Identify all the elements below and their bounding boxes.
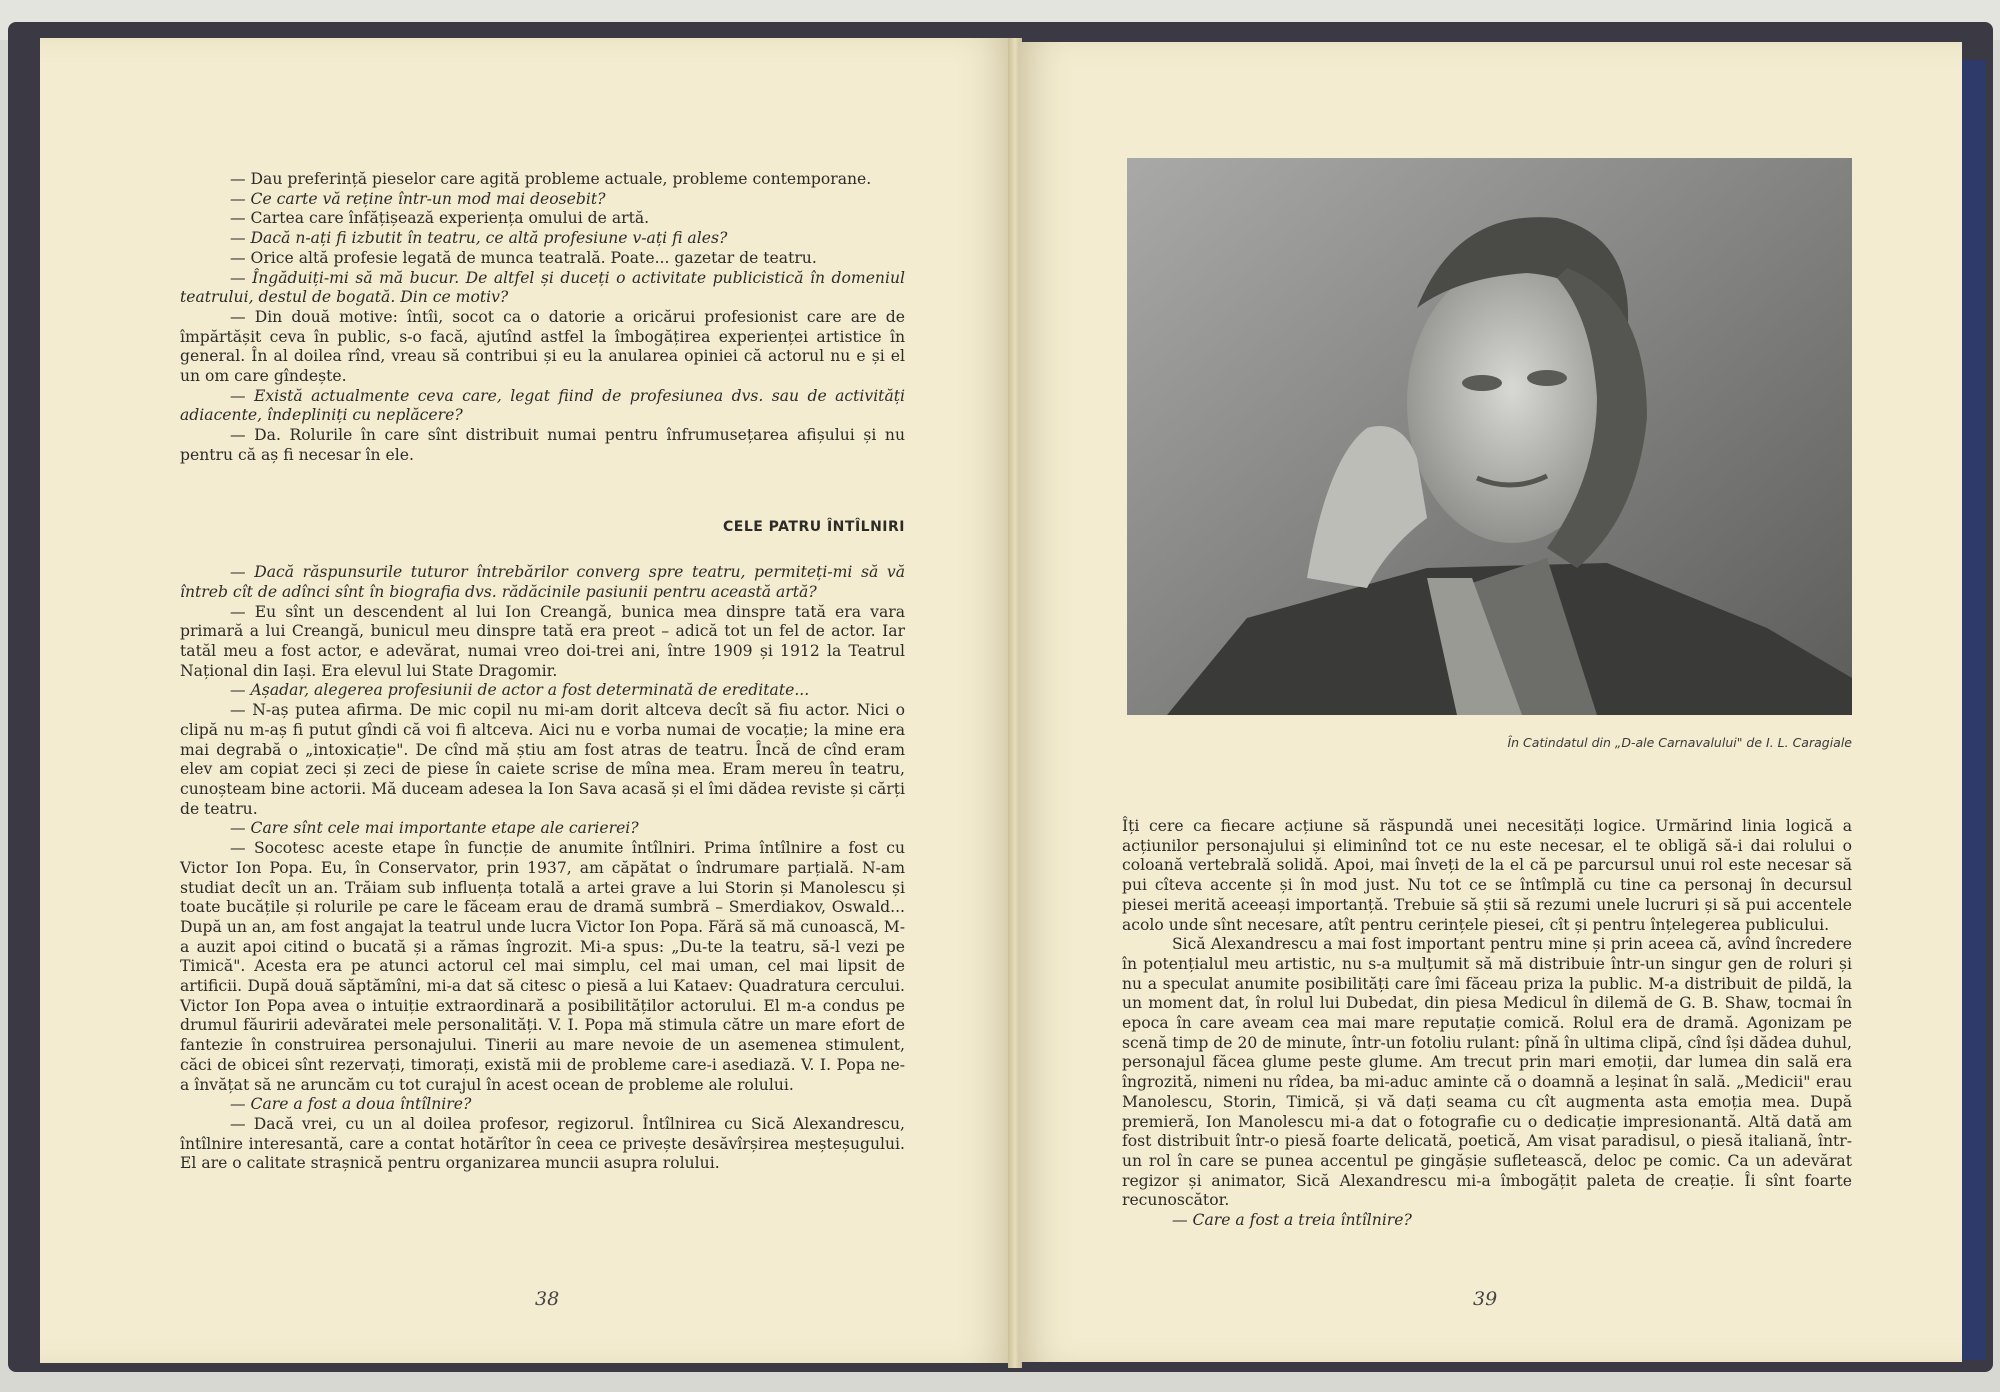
interview-question: — Care a fost a doua întîlnire? [230,1095,472,1114]
interview-question: — Așadar, alegerea profesiunii de actor a fost determinată de ereditate... [230,681,810,700]
section-heading: CELE PATRU ÎNTÎLNIRI [722,518,905,535]
interview-bottom [180,563,905,1174]
interview-answer: — Socotesc aceste etape în funcție de anumite întîlniri. Prima întîlnire a fost cu Victor Ion Popa. Eu, în Conservator, prin 1937, am căpătat o îndrumare parțială. N-am studiat decît un an. Trăiam sub influența totală a artei grave a lui Storin și Manolescu și toate bucățile și rolurile pe care le făceam erau de dramă sumbră – Smerdiakov, Oswald... După un an, am fost angajat la teatrul unde lucra Victor Ion Popa. Fără să mă cunoască, M-a auzit apoi citind o bucată și a rămas îngrozit. Mi-a spus: „Du-te la teatru, să-l vezi pe Timică". Acesta era pe atunci actorul cel mai simplu, cel mai uman, cel mai lipsit de artificii. După două săptămîni, mi-a dat să citesc o piesă a lui Kataev: Quadratura cercului. Victor Ion Popa avea o intuiție extraordinară a posibilităților actorului. El m-a condus pe drumul făuririi adevăratei mele personalități. V. I. Popa mă stimula către un mare efort de fantezie în construirea personajului. Tinerii au mare nevoie de un asemenea stimulent, căci de obicei sînt rezervați, timorați, există mii de probleme care-i asediază. V. I. Popa ne-a învățat să ne aruncăm cu tot curajul în acest ocean de probleme ale rolului. [180,839,905,1094]
interview-question: — Dacă n-ați fi izbutit în teatru, ce altă profesiune v-ați fi ales? [230,229,728,248]
interview-answer: Îți cere ca fiecare acțiune să răspundă unei necesități logice. Urmărind linia logică a acțiunilor personajului și eliminînd tot ce nu este necesar, el te obligă să-i dai rolului o coloană vertebrală solidă. Apoi, mai înveți de la el că pe parcursul unui rol este necesar să pui cîteva accente și în mod just. Nu tot ce se întîmplă cu tine ca personaj în decursul piesei merită aceeași importanță. Trebuie să știi să rezumi unele lucruri și să pui accentele acolo unde sînt necesare, atît pentru cerințele piesei, cît și pentru înțelegerea publicului. [1122,817,1852,934]
interview-question: — Care a fost a treia întîlnire? [1172,1211,1412,1230]
interview-answer: — Eu sînt un descendent al lui Ion Creangă, bunica mea dinspre tată era vara primară a lui Creangă, bunicul meu dinspre tată era preot – adică tot un fel de actor. Iar tatăl meu a fost actor, e adevărat, numai vreo doi-trei ani, între 1909 și 1912 la Teatrul Național din Iași. Era elevul lui State Dragomir. [180,602,905,680]
right-page-text [1122,817,1852,1231]
interview-question: — Ce carte vă reține într-un mod mai deosebit? [230,189,606,208]
left-page-text [180,170,905,1174]
interview-answer: — Da. Rolurile în care sînt distribuit numai pentru înfrumusețarea afișului și nu pentru că aș fi necesar în ele. [180,426,905,464]
interview-question: — Care sînt cele mai importante etape ale carierei? [230,819,639,838]
page-number-left: 38 [535,1288,560,1310]
interview-answer: — Cartea care înfățișează experiența omului de artă. [230,209,650,228]
interview-question: — Dacă răspunsurile tuturor întrebărilor converg spre teatru, permiteți-mi să vă întreb cît de adînci sînt în biografia dvs. rădăcinile pasiunii pentru această artă? [180,563,905,601]
interview-continued [1122,817,1852,1231]
interview-question: — Îngăduiți-mi să mă bucur. De altfel și duceți o activitate publicistică în domeniul teatrului, destul de bogată. Din ce motiv? [180,268,905,307]
interview-answer: — N-aș putea afirma. De mic copil nu mi-am dorit altceva decît să fiu actor. Nici o clipă nu m-aș fi putut gîndi că voi fi altceva. Aici nu e vorba numai de vocație; la mine era mai degrabă o „intoxicație". De cînd mă știu am fost atras de teatru. Încă de cînd eram elev am copiat zeci și zeci de piese în caiete scrise de mîna mea. Eram mereu în teatru, cunoșteam bine actorii. Mă duceam adesea la Ion Sava acasă și el îmi dădea reviste și cărți de teatru. [180,701,905,818]
interview-answer: Sică Alexandrescu a mai fost important pentru mine și prin aceea că, avînd încredere în potențialul meu artistic, nu s-a mulțumit să mă distribuie într-un singur gen de roluri și nu a speculat anumite posibilități care îmi făceau priza la public. M-a distribuit de pildă, la un moment dat, în rolul lui Dubedat, din piesa Medicul în dilemă de G. B. Shaw, tocmai în epoca în care aveam cea mai mare reputație comică. Rolul era de dramă. Agonizam pe scenă timp de 20 de minute, într-un fotoliu rulant: pînă în ultima clipă, cînd își dădea duhul, personajul făcea glume peste glume. Am trecut prin mari emoții, dar lumea din sală era îngrozită, nimeni nu rîdea, ba mi-aduc aminte că o doamnă a leșinat în sală. „Medicii" erau Manolescu, Storin, Timică, și vă dați seama cu cît augmenta asta emoția mea. După premieră, Ion Manolescu mi-a dat o fotografie cu o dedicație impresionantă. Altă dată am fost distribuit într-o piesă foarte delicată, poetică, Am visat paradisul, o piesă italiană, într-un rol în care se punea accentul pe gingășie sufletească, deloc pe comic. Ca un adevărat regizor și animator, Sică Alexandrescu mi-a îmbogățit paleta de creație. Îi sînt foarte recunoscător. [1122,935,1852,1210]
photo-caption: În Catindatul din „D-ale Carnavalului" de I. L. Caragiale [1507,735,1852,750]
page-number-right: 39 [1473,1288,1498,1310]
interview-answer: — Dau preferință pieselor care agită probleme actuale, probleme contemporane. [230,170,872,188]
actor-photo [1127,158,1852,715]
interview-answer: — Orice altă profesie legată de munca teatrală. Poate... gazetar de teatru. [230,248,817,267]
cover-edge [1962,60,1986,1360]
interview-question: — Există actualmente ceva care, legat fiind de profesiunea dvs. sau de activități adiacente, îndepliniți cu neplăcere? [180,386,905,425]
interview-answer: — Dacă vrei, cu un al doilea profesor, regizorul. Întîlnirea cu Sică Alexandrescu, întîlnire interesantă, care a contat hotărîtor în ceea ce privește desăvîrșirea meșteșugului. El are o calitate strașnică pentru organizarea muncii asupra rolului. [180,1114,905,1173]
interview-top [180,170,905,466]
interview-answer: — Din două motive: întîi, socot ca o datorie a oricărui profesionist care are de împărtășit ceva în public, s-o facă, ajutînd astfel la îmbogățirea experienței artistice în general. În al doilea rînd, vreau să contribui și eu la anularea opiniei că actorul nu e și el un om care gîndește. [180,307,905,386]
